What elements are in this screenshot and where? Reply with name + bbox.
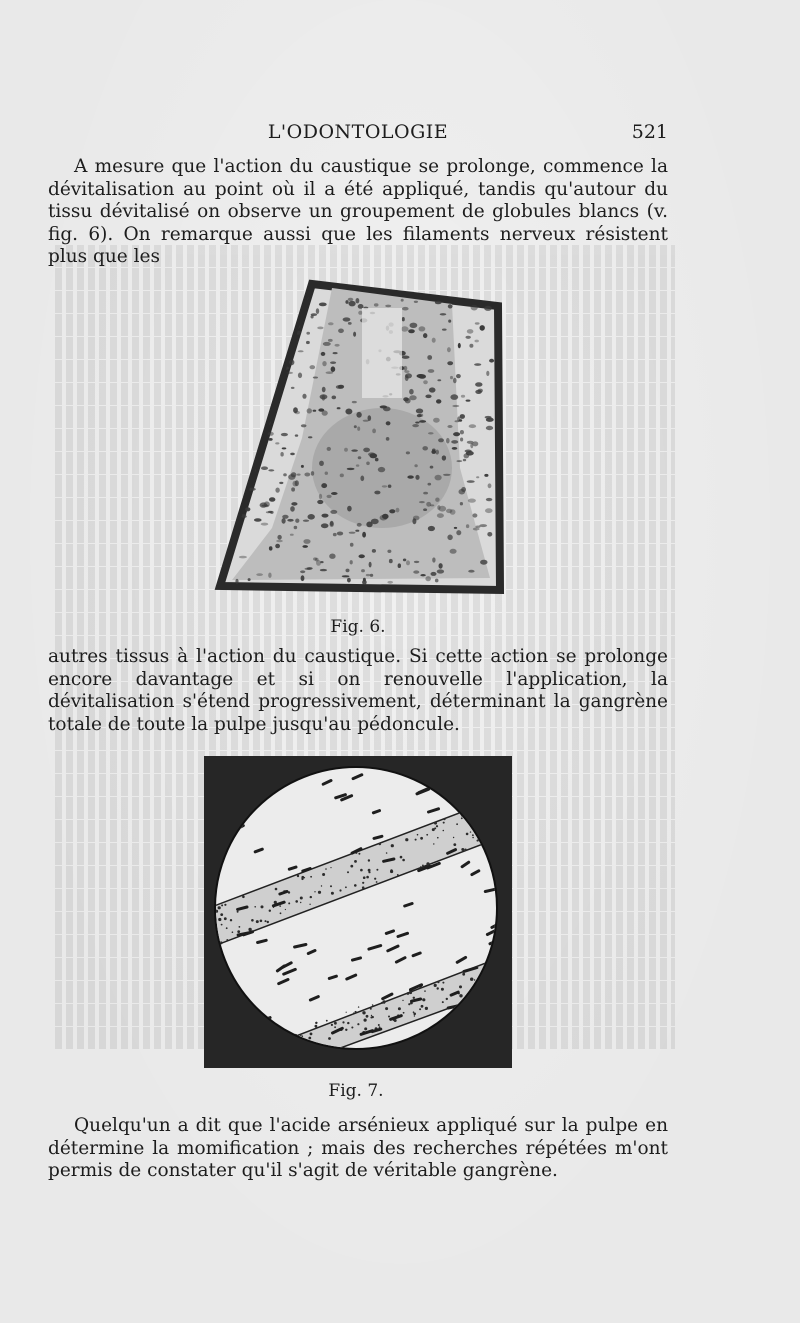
figure-6-caption: Fig. 6. xyxy=(330,617,386,637)
figure-7-micrograph xyxy=(204,756,512,1068)
paragraph-1: A mesure que l'action du caustique se prolonge, commence la dévitalisation au point où il a été appliqué, tandis qu'autour du tissu dévitalisé on observe un groupement de globules blancs (v. fig. 6). On remarque aussi que les filaments nerveux résistent plus que les xyxy=(48,156,668,267)
page-header xyxy=(48,121,668,147)
paragraph-3: Quelqu'un a dit que l'acide arsénieux appliqué sur la pulpe en détermine la momification ; mais des recherches répétées m'ont permis de constater qu'il s'agit de véritable gangrène. xyxy=(48,1115,668,1181)
running-head: L'ODONTOLOGIE xyxy=(267,121,449,143)
page-number: 521 xyxy=(631,121,668,143)
paragraph-2: autres tissus à l'action du caustique. Si cette action se prolonge encore davantage et si on renouvelle l'application, la dévitalisation s'étend progressivement, déterminant la gangrène totale de toute la pulpe jusqu'au pédoncule. xyxy=(48,646,668,735)
figure-6-micrograph xyxy=(212,268,508,602)
figure-7-caption: Fig. 7. xyxy=(328,1081,384,1101)
